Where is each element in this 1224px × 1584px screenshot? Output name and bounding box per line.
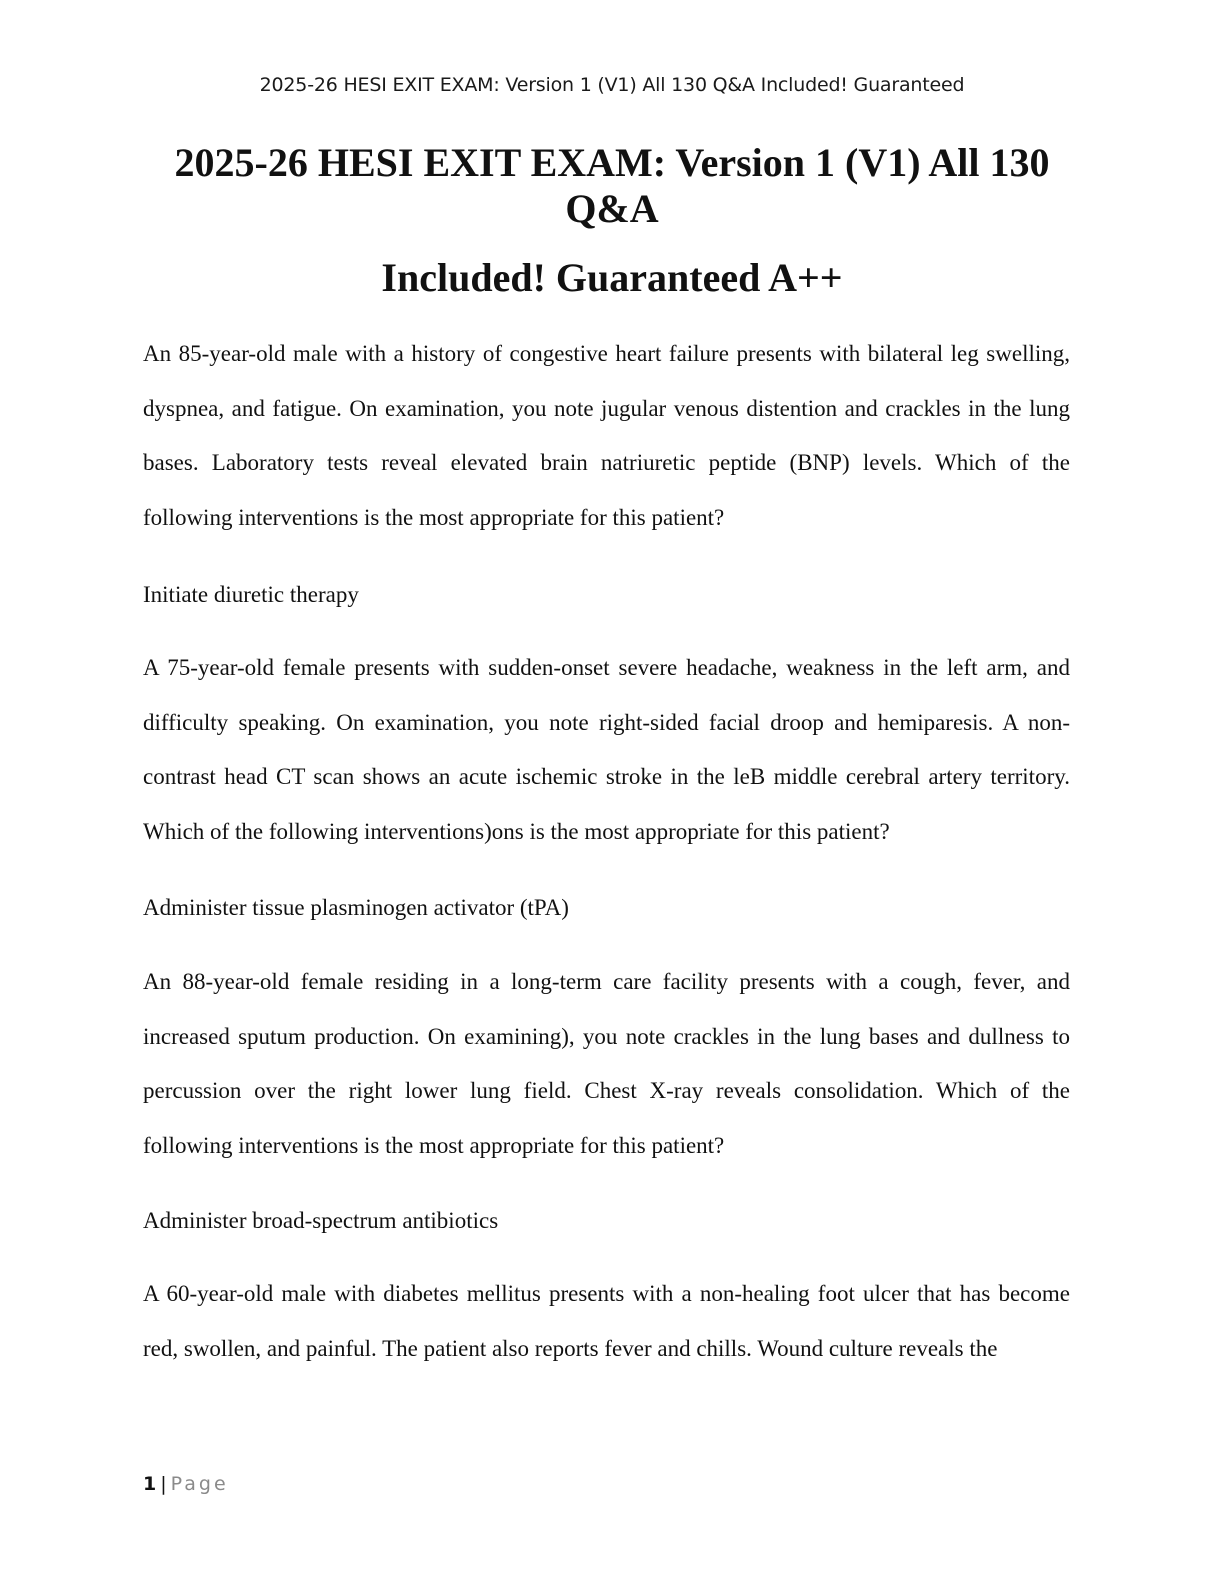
document-subtitle: Included! Guaranteed A++ (381, 255, 843, 300)
page-label: Page (170, 1473, 229, 1495)
question-4: A 60-year-old male with diabetes mellitus presents with a non-healing foot ulcer that has become red, swollen, and painful. The patient also reports fever and chills. Wound culture reveals the (143, 1281, 1070, 1361)
document-title: 2025-26 HESI EXIT EXAM: Version 1 (V1) All 130 Q&A (174, 140, 1050, 231)
answer-3: Administer broad-spectrum antibiotics (143, 1208, 499, 1233)
question-2: A 75-year-old female presents with sudden-onset severe headache, weakness in the left arm, and difficulty speaking. On examination, you note right-sided facial droop and hemiparesis. A non-contrast head CT scan shows an acute ischemic stroke in the leB middle cerebral artery territory. Which of the following interventions)ons is the most appropriate for this patient? (143, 655, 1070, 844)
question-1: An 85-year-old male with a history of congestive heart failure presents with bilateral leg swelling, dyspnea, and fatigue. On examination, you note jugular venous distention and crackles in the lung bases. Laboratory tests reveal elevated brain natriuretic peptide (BNP) levels. Which of the following interventions is the most appropriate for this patient? (143, 341, 1070, 530)
footer-separator: | (160, 1473, 167, 1495)
page-number: 1 (143, 1473, 157, 1495)
answer-1: Initiate diuretic therapy (143, 582, 359, 607)
running-header: 2025-26 HESI EXIT EXAM: Version 1 (V1) All 130 Q&A Included! Guaranteed (259, 74, 965, 96)
page-footer (143, 1473, 229, 1495)
answer-2: Administer tissue plasminogen activator (tPA) (143, 895, 569, 920)
question-3: An 88-year-old female residing in a long-term care facility presents with a cough, fever, and increased sputum production. On examining), you note crackles in the lung bases and dullness to percussion over the right lower lung field. Chest X-ray reveals consolidation. Which of the following interventions is the most appropriate for this patient? (143, 969, 1070, 1158)
